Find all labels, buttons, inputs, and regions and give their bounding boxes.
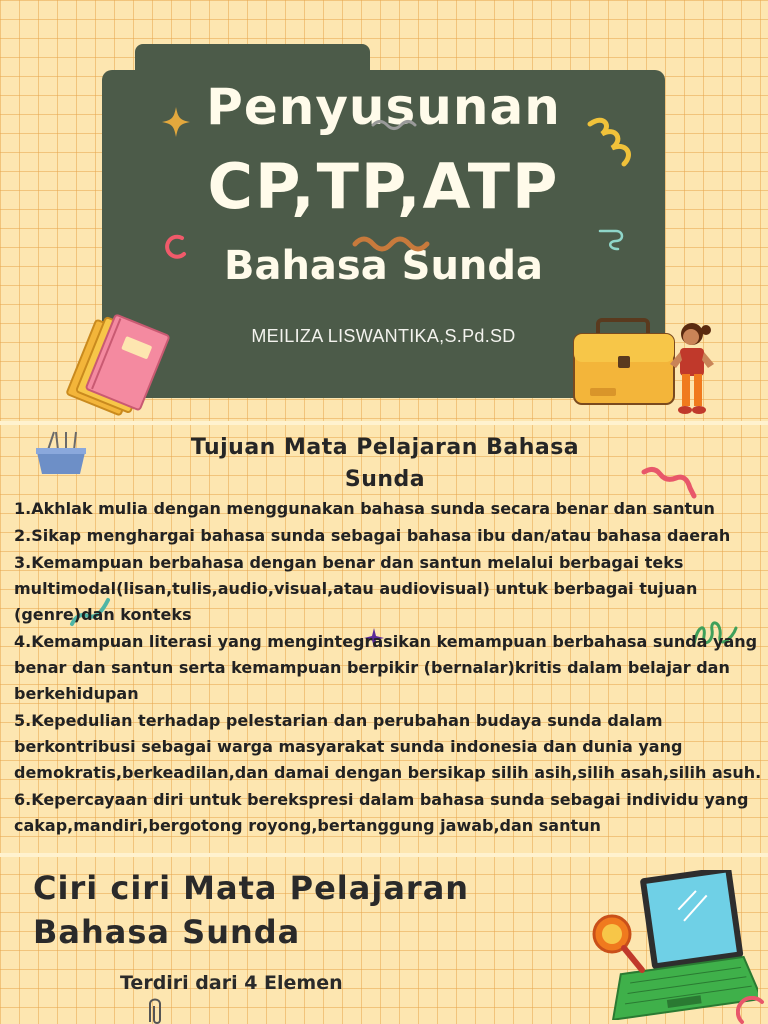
- squiggle-icon: [586, 112, 642, 174]
- list-item: 3.Kemampuan berbahasa dengan benar dan santun melalui berbagai teks multimodal(lisan,tulis,audio,visual,atau audiovisual) untuk berbagai tujuan (genre)dan konteks: [14, 553, 698, 624]
- cover-title-line3: Bahasa Sunda: [223, 243, 544, 289]
- sparkle-star-icon: [160, 105, 192, 139]
- cover-title-line2: CP,TP,ATP: [207, 150, 560, 223]
- ciri-heading: [33, 866, 533, 954]
- ciri-heading-line2: Bahasa Sunda: [33, 913, 301, 951]
- list-item: 6.Kepercayaan diri untuk berekspresi dalam bahasa sunda sebagai individu yang cakap,mandiri,bergotong royong,bertanggung jawab,dan santun: [14, 790, 749, 835]
- arc-icon: [160, 232, 190, 262]
- cover-title-line1: Penyusunan: [206, 78, 561, 136]
- notebook-icon: [56, 312, 172, 432]
- cover-author: MEILIZA LISWANTIKA,S.Pd.SD: [251, 326, 516, 346]
- tujuan-heading: Tujuan Mata Pelajaran Bahasa Sunda: [190, 435, 580, 492]
- ciri-subheading: Terdiri dari 4 Elemen: [120, 972, 343, 994]
- paperclip-icon: [140, 996, 170, 1024]
- ciri-section: [0, 856, 768, 1024]
- list-item: 1.Akhlak mulia dengan menggunakan bahasa sunda secara benar dan santun: [14, 499, 715, 518]
- squiggle-icon: [352, 232, 434, 254]
- ciri-heading-line1: Ciri ciri Mata Pelajaran: [33, 869, 470, 907]
- girl-illustration: [664, 320, 720, 422]
- cover-section: [0, 0, 768, 424]
- arc-icon: [736, 996, 766, 1024]
- curl-icon: [596, 225, 626, 253]
- list-item: 2.Sikap menghargai bahasa sunda sebagai bahasa ibu dan/atau bahasa daerah: [14, 526, 731, 545]
- tujuan-section: [0, 424, 768, 856]
- binder-clip-icon: [32, 430, 90, 476]
- tujuan-list: [10, 496, 766, 839]
- list-item: 5.Kepedulian terhadap pelestarian dan perubahan budaya sunda dalam berkontribusi sebagai warga masyarakat sunda indonesia dan dunia yang demokratis,berkeadilan,dan damai dengan bersikap silih asih,silih asah,silih asuh.: [14, 711, 762, 782]
- squiggle-icon: [640, 464, 700, 500]
- laptop-icon: [588, 870, 758, 1020]
- squiggle-icon: [370, 116, 420, 134]
- list-item: 4.Kemampuan literasi yang mengintegrasikan kemampuan berbahasa sunda yang benar dan santun serta kemampuan berpikir (bernalar)kritis dalam belajar dan berkehidupan: [14, 632, 758, 703]
